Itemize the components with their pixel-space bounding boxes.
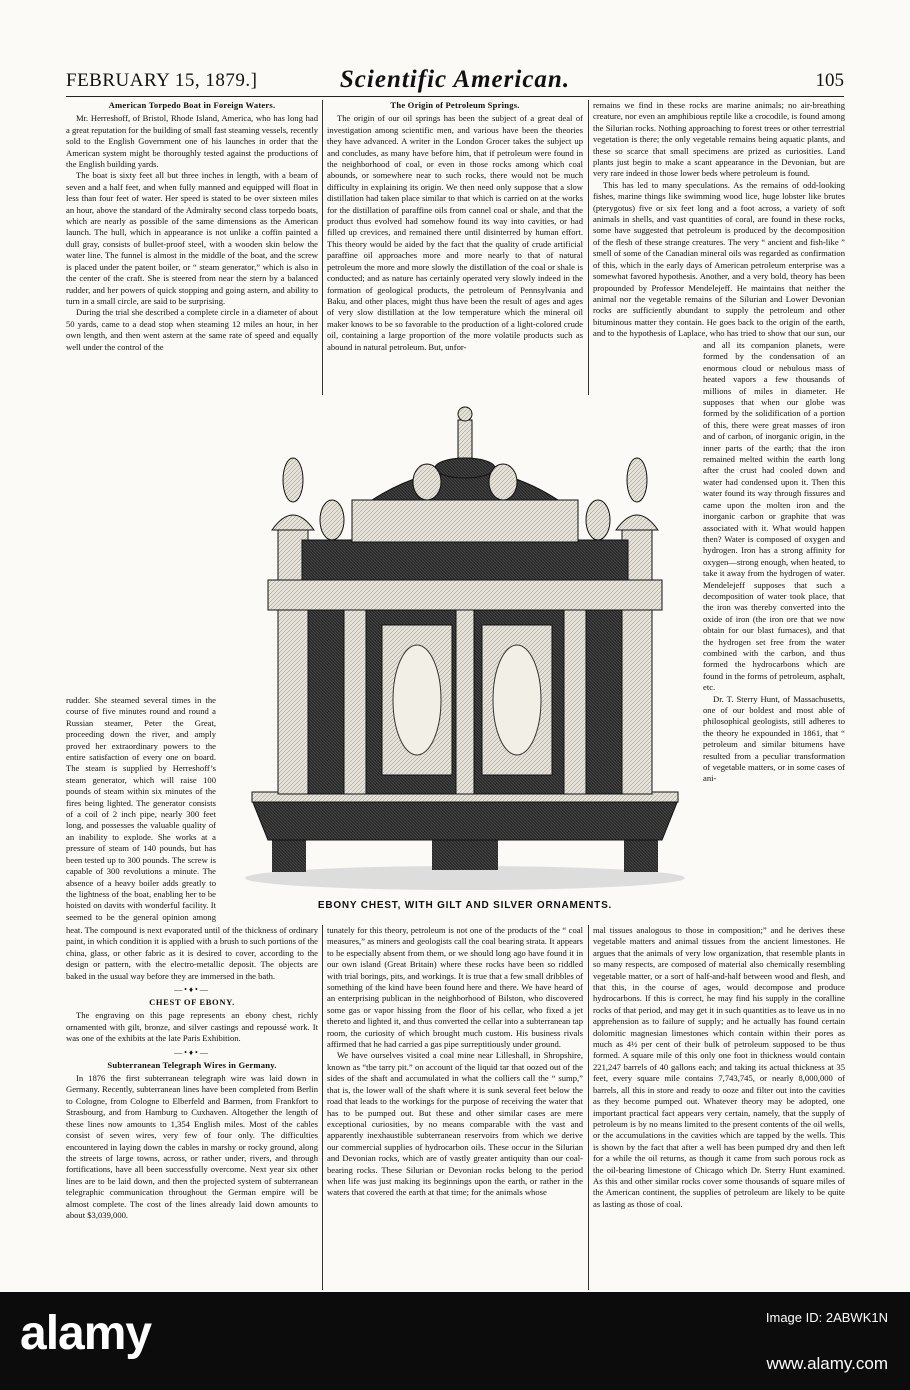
torpedo-paragraph-1: Mr. Herreshoff, of Bristol, Rhode Island, America, who has long had a great reputation for the building of small fast steaming vessels, recently sold to the English Government one of his launches in order that the American system might be thoroughly tested against the productions of the English building yards.: [66, 113, 318, 170]
electrotype-paragraph-1-cont: heat. The compound is next evaporated until of the thickness of ordinary paint, in which condition it is applied with a brush to such portions of the china, glass, or other fabric as it is desired to cover, according to the design or pattern, with the electro-metallic deposit. The objects are baked in the usual way before they are immersed in the bath.: [66, 925, 318, 981]
telegraph-heading: Subterranean Telegraph Wires in Germany.: [107, 1059, 277, 1070]
masthead: [66, 68, 844, 98]
page-number: 105: [815, 70, 844, 91]
column-2-bottom: [327, 925, 583, 1291]
masthead-rule: [66, 96, 844, 97]
torpedo-paragraph-2: The boat is sixty feet all but three inches in length, with a beam of seven and a half feet, and when fully manned and equipped will float in less than four feet of water. Her speed is stated to be over sixteen miles an hour, above the standard of the Admiralty second class torpedo boats, which are nearly as possible of the same dimensions as the American launch. The hull, which in appearance is not unlike a coffin painted a dull gray, consists of bullet-proof steel, with a wooden skin below the water line. The funnel is almost in the middle of the boat, and the screw is placed under the patent boiler, or “ steam generator,” which is also in the center of the craft. She is steered from near the stern by a balanced rudder, and her powers of quick stopping and going astern, and ability to turn in a small circle, are said to be surprising.: [66, 170, 318, 306]
column-1-narrow: [66, 695, 216, 925]
column-1-bottom: [66, 925, 318, 1291]
petroleum-paragraph-2: tunately for this theory, petroleum is not one of the products of the “ coal measures,” as miners and geologists call the coal bearing strata. It appears to be especially absent from them, or we should long ago have found it in our own island (Great Britain) where these rocks have been so riddled with trial borings, pits, and workings. It is true that a few small dribbles of something of the kind have been found here and there. We have heard of an enterprising publican in the neighborhood of Bilston, who discovered some gas or vapor hissing from the floor of his cellar, who fixed a jet thereto and lighted it, and thus converted the cellar into a subterranean tap room, the curiosity of which brought much custom. His business rivals affirmed that he had carried a gas pipe surreptitiously under ground.: [327, 925, 583, 1050]
ebony-chest-engraving: [232, 400, 698, 894]
petroleum-paragraph-3: We have ourselves visited a coal mine near Lilleshall, in Shropshire, known as “tbe tarry pit.” on account of the liquid tar that oozed out of the sides of the shaft and accumulated in what the colliers call the “ sump,” that is, the lower wall of the shaft where it is sunk several feet below the road that leads to the workings for the purpose of receiving the water that has to be pumped out. But these and other similar cases are mere exceptional curiosities, by no means comparable with the vast and apparently inexhaustible subterranean reservoirs from which we derive our commercial supplies of hydrocarbon oils. These occur in the Silurian and Devonian rocks, which are of vastly greater antiquity than our coal-bearing rocks. These Silurian or Devonian rocks belong to the period when life was just making its beginnings upon the earth, or rather in the waters that covered the earth at that time; for the animals whose: [327, 1050, 583, 1198]
image-id: Image ID: 2ABWK1N: [765, 1310, 888, 1325]
column-3-narrow: [703, 340, 845, 925]
column-3-top: [593, 100, 845, 340]
source-url: www.alamy.com: [766, 1354, 888, 1373]
section-ornament: —•♦•—: [174, 985, 210, 995]
column-divider: [588, 925, 589, 1290]
section-ornament: —•♦•—: [174, 1047, 210, 1057]
ebony-heading: CHEST OF EBONY.: [149, 997, 235, 1008]
column-divider: [588, 100, 589, 395]
watermark-banner: [0, 1292, 910, 1390]
petroleum-heading: The Origin of Petroleum Springs.: [390, 100, 520, 110]
petroleum-paragraph-1: The origin of our oil springs has been the subject of a great deal of investigation among scientific men, and various have been the theories they have advanced. A writer in the London Grocer takes the subject up and concludes, as many have before him, that if petroleum were found in the neighborhood of coal, or even in those rocks among which coal abounds, or somewhere near to such rocks, there would not be much difficulty in explaining its origin. We then need only suppose that a slow distillation had taken place similar to that which is carried on at the works for the distillation of paraffine oils from cannel coal or shale, and that the product thus evolved had somehow found its way into cavities, or had filled up crevices, and remained there until disinterred by human effort. This theory would be aided by the fact that the quality of crude artificial paraffine oil approaches more and more nearly to that of natural petroleum the more and more slowly the distillation of the coal or shale is conducted; and as nature has certainly operated very slowly indeed in the formation of geological products, the petroleum of Pennsylvania and Baku, and other places, might thus have been the result of ages and ages of very slow distillation at the low temperature which the mineral oil maker knows to be so favorable to the production of a light-colored crude oil, containing a large proportion of the more volatile products such as abound in natural petroleum. But, unfor-: [327, 113, 583, 352]
torpedo-heading: American Torpedo Boat in Foreign Waters.: [108, 100, 276, 110]
publication-title: Scientific American.: [339, 66, 571, 93]
petroleum-paragraph-6-cont: mal tissues analogous to those in composition;” and he derives these vegetable matters and animal tissues from the ancient limestones. He argues that the animals of very low organization, that resemble plants in so many respects, are composed of material also chemically resembling vegetable matter, or a sort of half-and-half between wood and flesh, and that this, in the course of ages, would decompose and produce hydrocarbons. If this is correct, he may find his supply in the coralline rocks of that period, and may get it in such quantities as to leave us in no apprehension as to failure of supply; and he actually has found certain dolomitic magnesian limestones which contain within their pores as much as 4½ per cent of their bulk of petroleum supposed to be thus formed. A square mile of this only one foot in thickness would contain 221,247 barrels of 40 gallons each; and taking its actual thickness at 35 feet, every square mile contains 7,743,745, or nearly 8,000,000 of barrels, all this in store and ready to ooze and filter out into the cavities as they become pumped out. Whatever theory may be adopted, one important practical fact appears very certain, namely, that the supply of petroleum is by no means limited to the present contents of the oil wells, or the accumulations in the cavities which are tapped by the wells. This is shown by the fact that after a well has been pumped dry and then left for a while the oil returns, as though it came from such porous rock as the oil-bearing limestone of Chicago which Dr. Sterry Hunt examined. As this and other similar rocks cover some thousands of square miles of the American continent, the supplies of petroleum are likely to be quite as lasting as those of coal.: [593, 925, 845, 1209]
petroleum-paragraph-5-cont: and all its companion planets, were formed by the condensation of an enormous cloud or nebulous mass of heated vapors a few thousands of millions of miles in diameter. He supposes that when our globe was formed by the solidification of a portion of this, there were great masses of iron and of carbon, of inorganic origin, in the inner parts of the earth; that the iron remained melted within the earth long after the crust had cooled down and water had condensed upon it. Then this water found its way through fissures and came upon the molten iron and the inorganic carbon or graphite that was associated with it. What would happen then? Water is composed of oxygen and hydrogen. Iron has a strong affinity for oxygen—strong enough, when heated, to take it away from the hydrogen of water. Mendelejeff supposes that such a decomposition of water took place, that the iron was thereby converted into the oxide of iron (the iron ore that we now obtain for our blast furnaces), and that the hydrogen set free from the water combined with the carbon, and thus formed the hydrocarbons which are found in the forms of petroleum, asphalt, etc.: [703, 340, 845, 693]
torpedo-paragraph-3-cont: rudder. She steamed several times in the course of five minutes round and round a Russian steamer, Peter the Great, proceeding down the river, and amply proved her extraordinary powers to the entire satisfaction of every one on board. The steam is supplied by Herreshoff’s steam generator, which will raise 100 pounds of steam within six minutes of the fires being lighted. The generator consists of a coil of 2 inch pipe, nearly 300 feet long, and possesses the valuable quality of an inability to explode. She works at a pressure of steam of 140 pounds, but has been tested up to 300 pounds. The screw is capable of 300 revolutions a minute. The absence of a heavy boiler adds greatly to the lightness of the boat, enabling her to be hoisted on davits with wonderful facility. It seemed to be the general opinion among: [66, 695, 216, 922]
figure-caption: EBONY CHEST, WITH GILT AND SILVER ORNAMENTS.: [317, 900, 613, 911]
petroleum-paragraph-4: remains we find in these rocks are marine animals; no air-breathing creature, nor even an amphibious reptile like a crocodile, is found among the Silurian rocks. Nothing approaching to forest trees or other terrestrial vegetation is there; the only vegetable remains being aquatic plants, and these so scarce that small specimens are prized as curiosities. Land plants just begin to make a scant appearance in the Devonian, but are very rare indeed in those lower beds where petroleum is found.: [593, 100, 845, 179]
telegraph-paragraph-1: In 1876 the first subterranean telegraph wire was laid down in Germany. Recently, subterranean lines have been completed from Berlin to Cologne, from Cologne to Elberfeld and Barmen, from Frankfort to Strasbourg, and from Hamburg to Cuxhaven. Altogether the length of these lines now amounts to 1,354 English miles. Most of the cables consist of seven wires, very few of four only. The difficulties encountered in laying down the cables in marshy or rocky ground, along the streets of large towns, across, or rather under, rivers, and through fortifications, have all been successfully overcome. Next year six other lines are to be laid down, and then the projected system of subterranean telegraphic communication throughout the German empire will be almost complete. The cost of the lines already laid down amounts to about $3,039,000.: [66, 1073, 318, 1220]
column-2-top: [327, 100, 583, 395]
issue-date: FEBRUARY 15, 1879.]: [66, 70, 258, 91]
torpedo-paragraph-3: During the trial she described a complete circle in a diameter of about 50 yards, came to a dead stop when steaming 12 miles an hour, in her own length, and then went astern at the same rate of speed and equally well under the control of the: [66, 307, 318, 352]
alamy-logo: alamy: [20, 1307, 152, 1360]
petroleum-paragraph-5: This has led to many speculations. As the remains of odd-looking fishes, marine things like swimming wood lice, huge lobster like brutes (pterygotus) five or six feet long and a foot across, a variety of soft animals in shells, and vast quantities of coral, are found in these rocks, some have suggested that petroleum is produced by the decomposition of the flesh of these strange creatures. The very “ ancient and fish-like ” smell of some of the Canadian mineral oils was regarded as confirmation of this, which in the early days of American petroleum enterprise was a somewhat favored hypothesis. Another, and a very bold, theory has been propounded by Professor Mendelejeff. He maintains that neither the animal nor the vegetable remains of the Silurian and Lower Devonian rocks are sufficiently abundant to supply the petroleum and other bituminous matter they contain. He goes back to the origin of the earth, and to the hypothesis of Laplace, who has tried to show that our sun, our: [593, 179, 845, 339]
column-divider: [322, 100, 323, 395]
column-3-bottom: [593, 925, 845, 1291]
ebony-paragraph-1: The engraving on this page represents an ebony chest, richly ornamented with gilt, bronze, and silver castings and repoussé work. It was one of the exhibits at the late Paris Exhibition.: [66, 1010, 318, 1044]
petroleum-paragraph-6: Dr. T. Sterry Hunt, of Massachusetts, one of our boldest and most able of philosophical geologists, still adheres to the theory he expounded in 1861, that “ petroleum and similar bitumens have resulted from a peculiar transformation of vegetable matters, or in some cases of ani-: [703, 693, 845, 784]
column-divider: [322, 925, 323, 1290]
